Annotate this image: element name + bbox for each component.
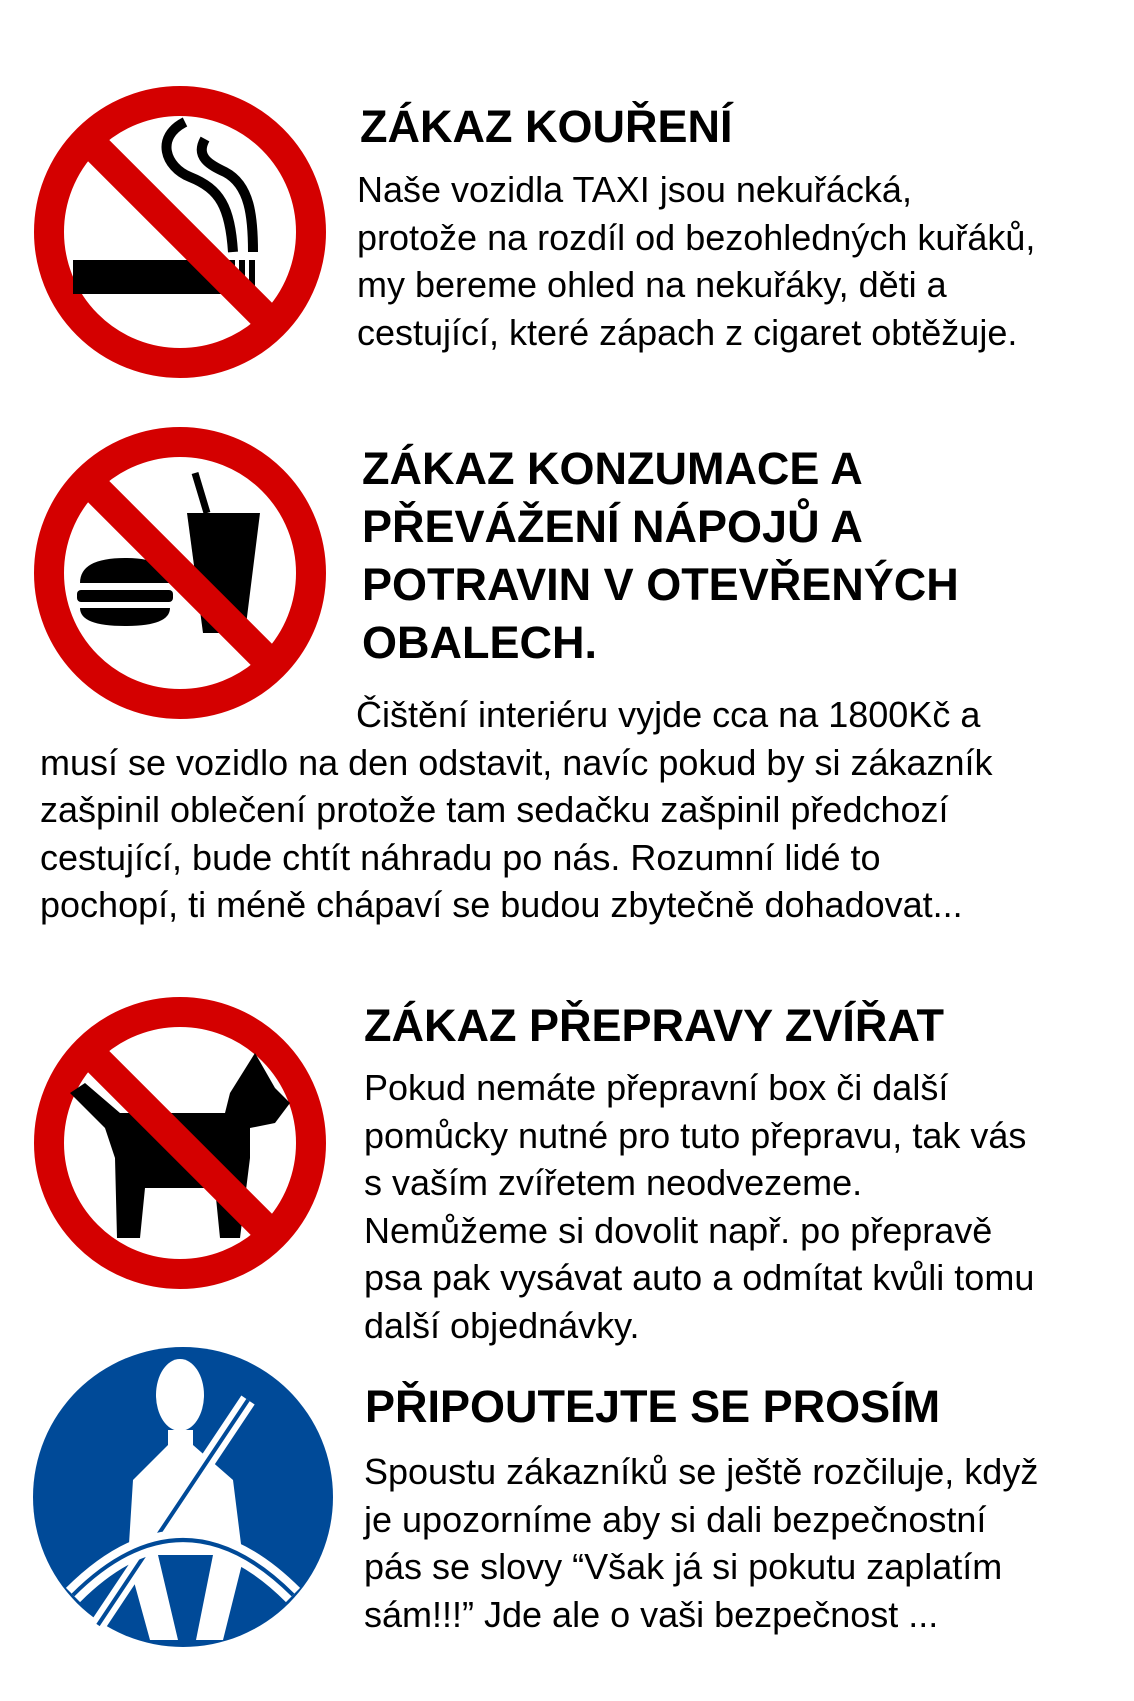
body-line: pomůcky nutné pro tuto přepravu, tak vás	[364, 1114, 1027, 1156]
body-line: protože na rozdíl od bezohledných kuřáků,	[357, 216, 1036, 258]
section-body	[364, 1448, 1038, 1638]
title-line: OBALECH.	[362, 617, 597, 668]
section-title	[362, 440, 959, 672]
body-line: pochopí, ti méně chápaví se budou zbytečně dohadovat...	[40, 884, 963, 925]
body-line: cestující, bude chtít náhradu po nás. Rozumní lidé to	[40, 836, 881, 878]
title-line: ZÁKAZ KONZUMACE A	[362, 443, 863, 494]
body-line: další objednávky.	[364, 1304, 640, 1346]
body-line: psa pak vysávat auto a odmítat kvůli tomu	[364, 1257, 1035, 1298]
body-line: Pokud nemáte přepravní box či další	[364, 1067, 949, 1108]
no-smoking-icon	[25, 77, 335, 387]
body-line: sám!!!” Jde ale o vaši bezpečnost ...	[364, 1593, 939, 1635]
no-animals-icon	[25, 988, 335, 1298]
body-line: my bereme ohled na nekuřáky, děti a	[357, 264, 947, 305]
body-line: musí se vozidlo na den odstavit, navíc pokud by si zákazník	[40, 741, 993, 783]
body-line: Nemůžeme si dovolit např. po přepravě	[364, 1209, 993, 1251]
section-title	[365, 1378, 940, 1436]
section-title	[360, 98, 732, 156]
section-body	[357, 166, 1035, 356]
body-line: cestující, které zápach z cigaret obtěžuje.	[357, 311, 1018, 353]
body-line: s vaším zvířetem neodvezeme.	[364, 1162, 863, 1203]
title-line: POTRAVIN V OTEVŘENÝCH	[362, 559, 959, 610]
section-body	[364, 1064, 1034, 1349]
title-line: ZÁKAZ PŘEPRAVY ZVÍŘAT	[364, 1000, 945, 1051]
title-line: PŘEVÁŽENÍ NÁPOJŮ A	[362, 501, 863, 552]
body-line: zašpinil oblečení protože tam sedačku zašpinil předchozí	[40, 789, 949, 830]
body-line: pás se slovy “Však já si pokutu zaplatím	[364, 1546, 1003, 1587]
title-line: ZÁKAZ KOUŘENÍ	[360, 101, 733, 152]
body-line: Spoustu zákazníků se ještě rozčiluje, když	[364, 1451, 1039, 1492]
section-body	[40, 691, 993, 929]
seatbelt-icon	[28, 1345, 338, 1655]
body-line: je upozorníme aby si dali bezpečnostní	[364, 1498, 987, 1540]
section-title	[364, 997, 944, 1055]
title-line: PŘIPOUTEJTE SE PROSÍM	[365, 1381, 941, 1432]
body-line: Naše vozidla TAXI jsou nekuřácká,	[357, 169, 912, 210]
body-line: Čištění interiéru vyjde cca na 1800Kč a	[356, 694, 981, 735]
no-food-drink-icon	[25, 418, 335, 728]
